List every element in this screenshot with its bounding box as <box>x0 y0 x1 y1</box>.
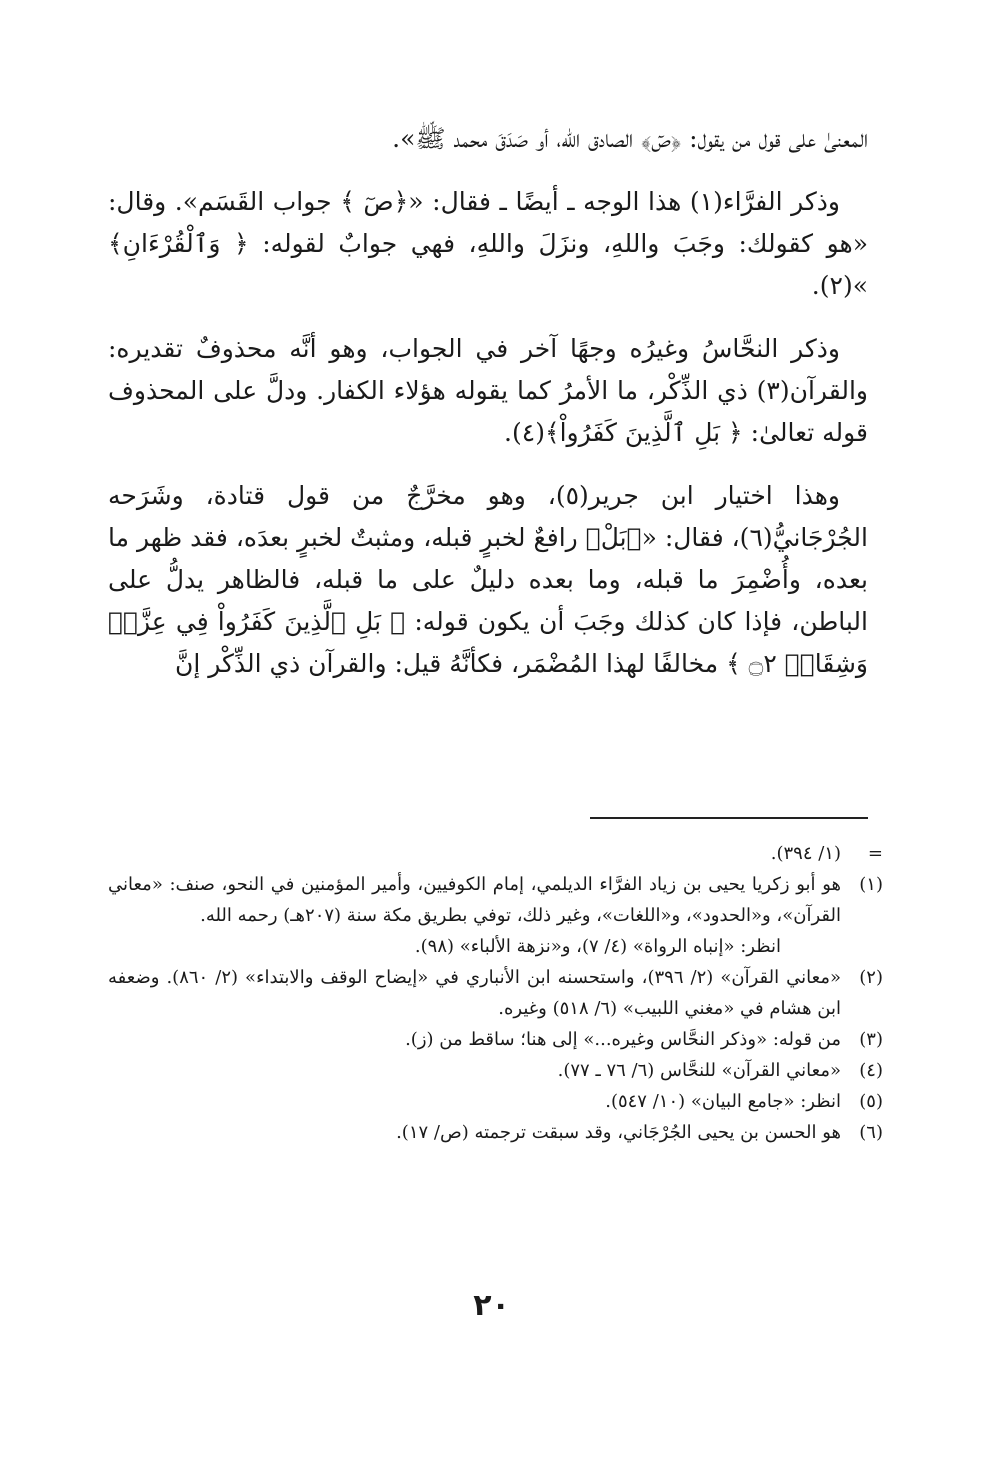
footnote-4 <box>108 1055 883 1086</box>
footnote-continuation <box>108 838 883 869</box>
footnote-number: (٣) <box>859 1029 883 1050</box>
footnote-number: (٢) <box>859 967 883 988</box>
paragraph-2: وذكر الفرَّاء(١) هذا الوجه ـ أيضًا ـ فقال: «﴿صٓ ﴾ جواب القَسَم». وقال: «هو كقولك: وجَبَ واللهِ، ونزَلَ واللهِ، فهي جوابٌ لقوله: ﴿ وَٱلْقُرْءَانِ﴾ »(٢). <box>108 187 868 300</box>
footnote-text: انظر: «جامع البيان» (١٠/ ٥٤٧). <box>605 1091 841 1112</box>
main-text <box>108 118 868 706</box>
footnote-reference: انظر: «إنباه الرواة» (٤/ ٧)، و«نزهة الألباء» (٩٨). <box>414 936 781 957</box>
footnote-body: هو أبو زكريا يحيى بن زياد الفرَّاء الديلمي، إمام الكوفيين، وأمير المؤمنين في النحو، صنف: «معاني القرآن»، و«الحدود»، و«اللغات»، وغير ذلك، توفي بطريق مكة سنة (٢٠٧هـ) رحمه الله. <box>108 874 841 926</box>
paragraph-3: وذكر النحَّاسُ وغيرُه وجهًا آخر في الجواب، وهو أنَّه محذوفٌ تقديره: والقرآن(٣) ذي الذِّكْر، ما الأمرُ كما يقوله هؤلاء الكفار. ودلَّ على المحذوف قوله تعالىٰ: ﴿ بَلِ ٱلَّذِينَ كَفَرُواْ﴾(٤). <box>108 334 868 447</box>
footnote-number: = <box>867 843 883 864</box>
footnote-text: «معاني القرآن» للنحَّاس (٦/ ٧٦ ـ ٧٧). <box>557 1060 841 1081</box>
footnote-2 <box>108 962 883 1024</box>
footnote-5 <box>108 1086 883 1117</box>
footnote-text: من قوله: «وذكر النحَّاس وغيره...» إلى هنا؛ ساقط من (ز). <box>405 1029 841 1050</box>
footnote-number: (٤) <box>859 1060 883 1081</box>
footnote-3 <box>108 1024 883 1055</box>
footnote-text <box>108 869 841 962</box>
footnote-text: هو الحسن بن يحيى الجُرْجَاني، وقد سبقت ترجمته (ص/ ١٧). <box>396 1122 841 1143</box>
footnote-6 <box>108 1117 883 1148</box>
paragraph-4: وهذا اختيار ابن جرير(٥)، وهو مخرَّجٌ من قول قتادة، وشَرَحه الجُرْجَانيُّ(٦)، فقال: «﴿بَلْ﴾ رافعٌ لخبرٍ قبله، ومثبتٌ لخبرٍ بعدَه، فقد ظهر ما بعده، وأُضْمِرَ ما قبله، وما بعده دليلٌ على ما قبله، فالظاهر يدلُّ على الباطن، فإذا كان كذلك وجَبَ أن يكون قوله: ﴿ بَلِ ٱلَّذِينَ كَفَرُواْ فِي عِزَّةٖ وَشِقَاقٖ ۝٢ ﴾ مخالفًا لهذا المُضْمَر، فكأنَّهُ قيل: والقرآن ذي الذِّكْر إنَّ <box>108 481 868 678</box>
footnote-separator <box>590 817 868 819</box>
page-number: ٢٠ <box>473 1288 510 1323</box>
footnote-text: (١/ ٣٩٤). <box>770 843 841 864</box>
footnotes <box>108 838 883 1148</box>
footnote-1 <box>108 869 883 962</box>
footnote-text: «معاني القرآن» (٢/ ٣٩٦)، واستحسنه ابن الأنباري في «إيضاح الوقف والابتداء» (٢/ ٨٦٠). وضعفه ابن هشام في «مغني اللبيب» (٦/ ٥١٨) وغيره. <box>108 967 841 1019</box>
footnote-number: (١) <box>859 874 883 895</box>
paragraph-1: المعنىٰ على قول من يقول: ﴿صٓ﴾ الصادق الله، أو صَدَقَ محمد ﷺ». <box>392 124 868 153</box>
footnote-number: (٦) <box>859 1122 883 1143</box>
footnote-number: (٥) <box>859 1091 883 1112</box>
